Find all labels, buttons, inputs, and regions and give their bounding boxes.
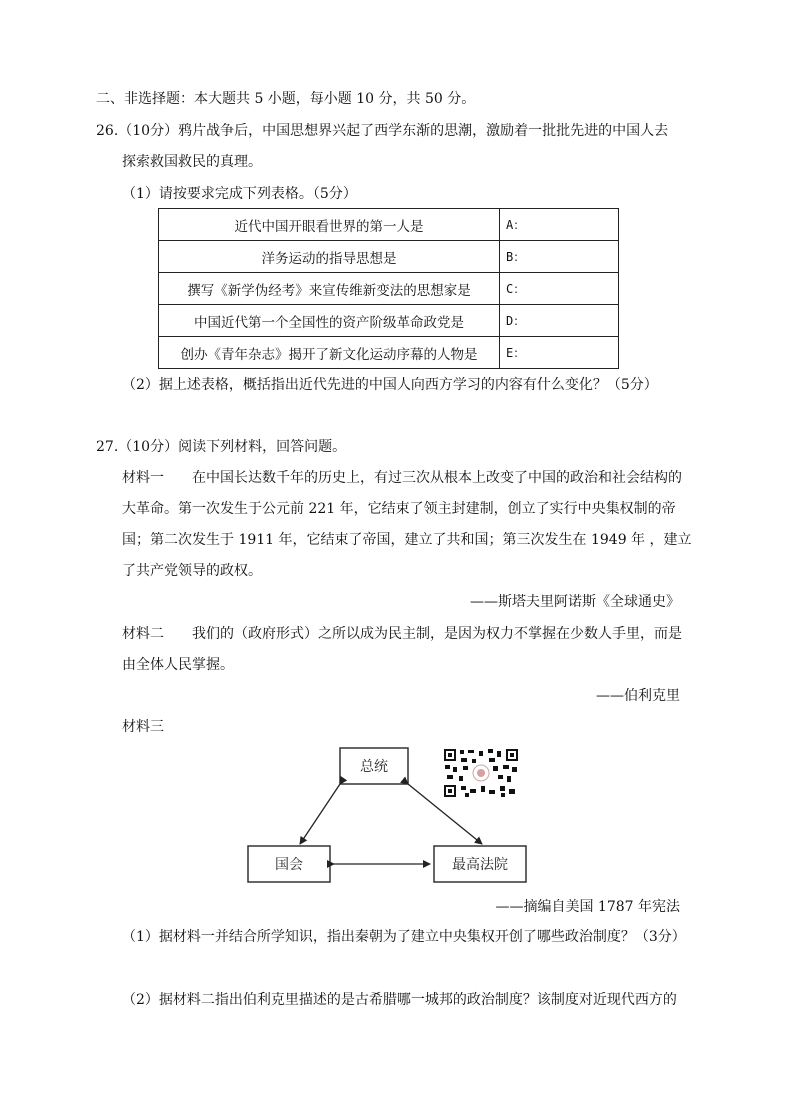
material3-label: 材料三 [122, 719, 164, 735]
q27-stem: 27.（10分）阅读下列材料，回答问题。 [96, 439, 347, 455]
table-question-cell: 创办《青年杂志》揭开了新文化运动序幕的人物是 [159, 337, 500, 369]
material1-line3: 国；第二次发生于 1911 年，它结束了帝国，建立了共和国；第三次发生在 1949 年 ，建立 [122, 532, 692, 548]
arrow-president-congress [300, 784, 340, 844]
material1-line2: 大革命。第一次发生于公元前 221 年，它结束了领主封建制，创立了实行中央集权制的帝 [122, 501, 676, 517]
table-answer-cell[interactable]: C： [500, 273, 619, 305]
qr-code-icon [443, 748, 519, 798]
material2-line2: 由全体人民掌握。 [122, 657, 234, 673]
table-question-cell: 中国近代第一个全国性的资产阶级革命政党是 [159, 305, 500, 337]
congress-box [248, 846, 330, 882]
table-answer-cell[interactable]: B： [500, 241, 619, 273]
table-row [159, 337, 619, 369]
q26-sub1: （1）请按要求完成下列表格。（5分） [122, 186, 357, 202]
q27-sub2: （2）据材料二指出伯利克里描述的是古希腊哪一城邦的政治制度？该制度对近现代西方的 [122, 992, 677, 1008]
supreme-court-box [434, 846, 526, 882]
material2-source: ——伯利克里 [596, 688, 680, 704]
table-question-cell: 洋务运动的指导思想是 [159, 241, 500, 273]
q26-sub2: （2）据上述表格，概括指出近代先进的中国人向西方学习的内容有什么变化？（5分） [122, 377, 658, 393]
table-answer-cell[interactable]: A： [500, 209, 619, 241]
q26-stem-line1: 26.（10分）鸦片战争后，中国思想界兴起了西学东渐的思潮，激励着一批批先进的中国人去 [96, 123, 669, 139]
section-heading: 二、非选择题：本大题共 5 小题，每小题 10 分，共 50 分。 [96, 91, 476, 107]
answer-table [158, 208, 619, 369]
table-row [159, 305, 619, 337]
president-label: 总统 [360, 759, 388, 775]
table-row [159, 209, 619, 241]
q26-stem-line2: 探索救国救民的真理。 [122, 154, 262, 170]
material1-line1: 材料一 在中国长达数千年的历史上，有过三次从根本上改变了中国的政治和社会结构的 [122, 470, 682, 486]
president-box [340, 748, 408, 784]
table-question-cell: 撰写《新学伪经考》来宣传维新变法的思想家是 [159, 273, 500, 305]
congress-label: 国会 [275, 857, 303, 873]
material1-source: ——斯塔夫里阿诺斯《全球通史》 [470, 594, 680, 610]
table-answer-cell[interactable]: D： [500, 305, 619, 337]
table-question-cell: 近代中国开眼看世界的第一人是 [159, 209, 500, 241]
material2-line1: 材料二 我们的（政府形式）之所以成为民主制，是因为权力不掌握在少数人手里，而是 [122, 626, 682, 642]
q27-sub1: （1）据材料一并结合所学知识，指出秦朝为了建立中央集权开创了哪些政治制度？（3分） [122, 929, 686, 945]
material1-line4: 了共产党领导的政权。 [122, 563, 262, 579]
table-row [159, 273, 619, 305]
supreme-court-label: 最高法院 [452, 857, 508, 873]
table-answer-cell[interactable]: E： [500, 337, 619, 369]
material3-source: ——摘编自美国 1787 年宪法 [495, 899, 680, 915]
table-row [159, 241, 619, 273]
